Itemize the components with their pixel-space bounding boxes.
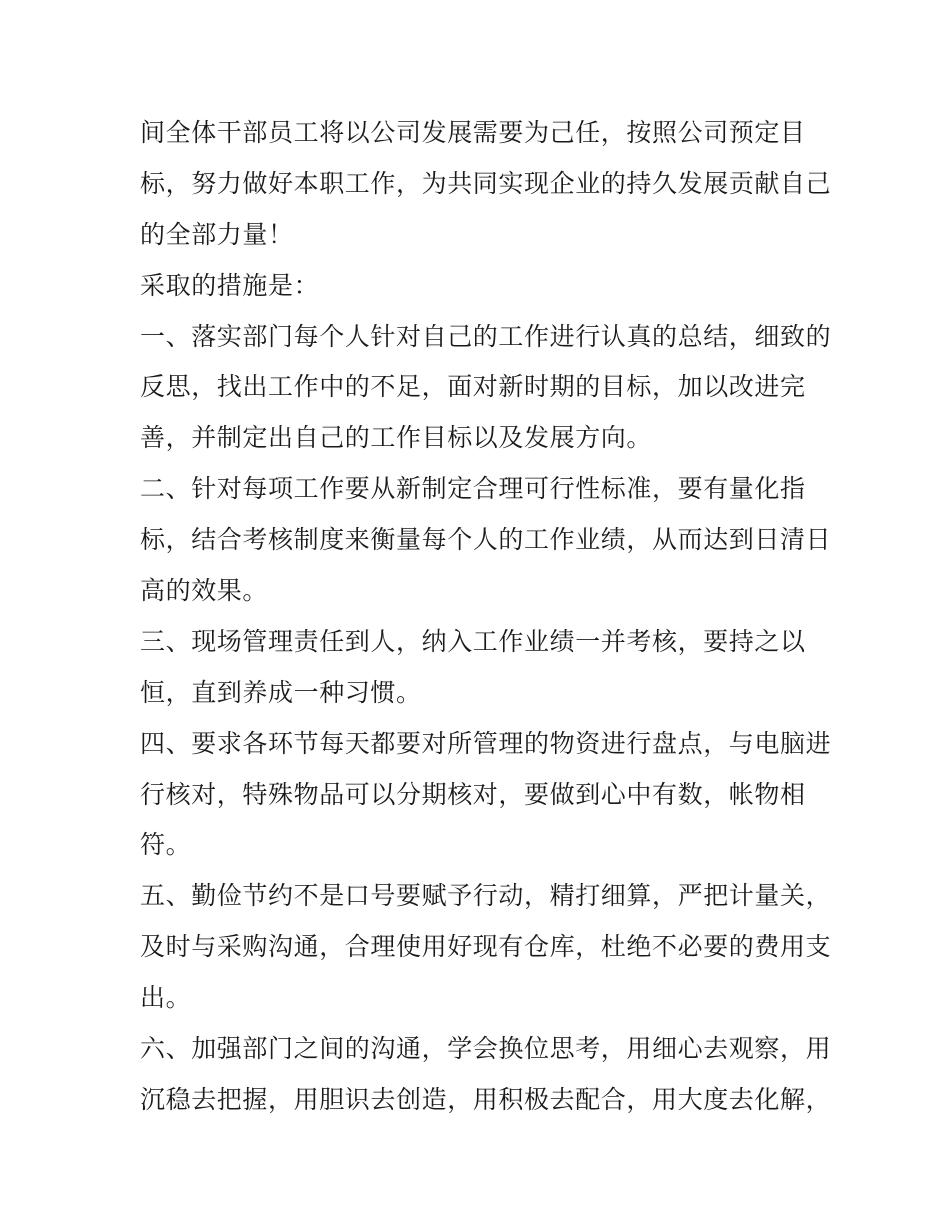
text-line: 五、勤俭节约不是口号要赋予行动，精打细算，严把计量关， [140,881,832,911]
text-line: 沉稳去把握，用胆识去创造，用积极去配合，用大度去化解， [140,1084,832,1114]
text-line: 一、落实部门每个人针对自己的工作进行认真的总结，细致的 [140,321,832,351]
text-line: 符。 [140,830,192,860]
text-line: 间全体干部员工将以公司发展需要为己任，按照公司预定目 [140,118,806,147]
text-line: 三、现场管理责任到人，纳入工作业绩一并考核，要持之以 [140,626,806,656]
text-line: 及时与采购沟通，合理使用好现有仓库，杜绝不必要的费用支 [140,932,832,962]
document-body [140,108,832,1126]
text-line: 恒，直到养成一种习惯。 [140,677,422,707]
section-heading: 采取的措施是： [140,270,320,300]
text-line: 高的效果。 [140,576,269,606]
text-line: 出。 [140,983,192,1013]
text-line: 六、加强部门之间的沟通，学会换位思考，用细心去观察，用 [140,1034,832,1064]
text-line: 二、针对每项工作要从新制定合理可行性标准，要有量化指 [140,474,806,504]
text-line: 善，并制定出自己的工作目标以及发展方向。 [140,423,653,453]
text-line: 行核对，特殊物品可以分期核对，要做到心中有数，帐物相 [140,779,806,809]
text-line: 标，结合考核制度来衡量每个人的工作业绩，从而达到日清日 [140,525,832,555]
text-line: 四、要求各环节每天都要对所管理的物资进行盘点，与电脑进 [140,728,832,758]
text-line: 反思，找出工作中的不足，面对新时期的目标，加以改进完 [140,372,806,402]
text-line: 标，努力做好本职工作，为共同实现企业的持久发展贡献自己 [140,168,832,198]
text-line: 的全部力量！ [140,219,294,249]
